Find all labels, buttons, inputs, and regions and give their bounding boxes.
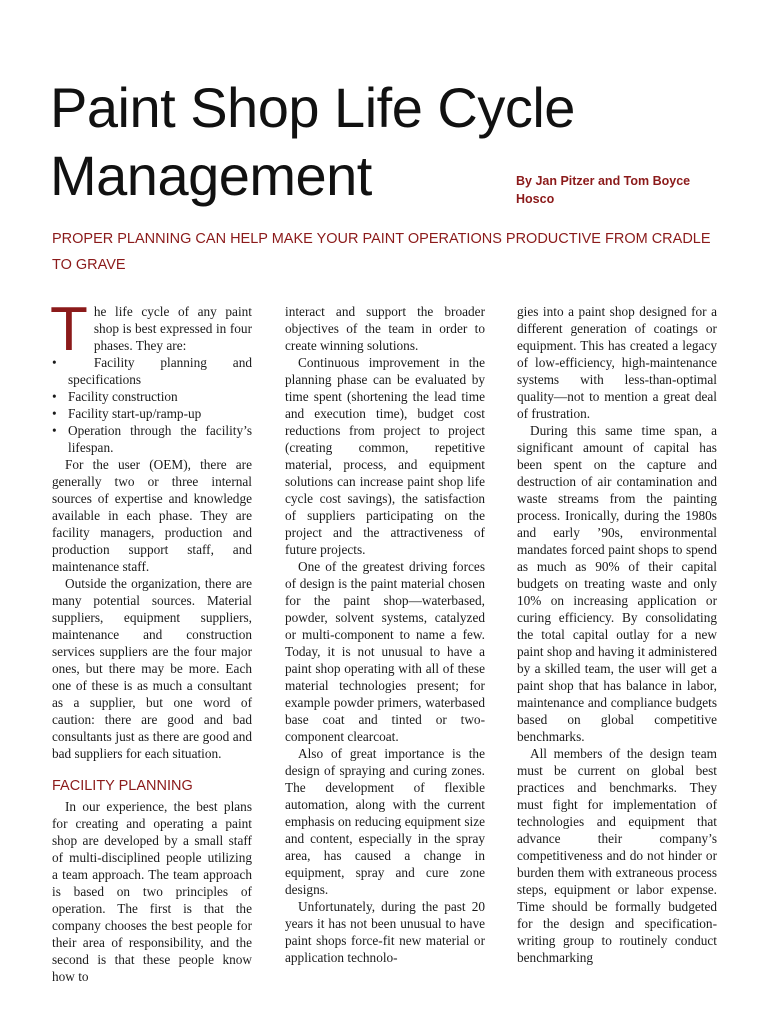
body-paragraph: In our experience, the best plans for creating and operating a paint shop are developed by a small staff of multi-disciplined people utilizing a team approach. The team approach is based on two principles of operation. The first is that the company chooses the best people for their area of responsibility, and the second is that these people know how to xyxy=(52,799,252,984)
column-3 xyxy=(517,303,717,966)
list-item: • Facility planning and specifications xyxy=(52,354,252,388)
article-title: Paint Shop Life Cycle Management xyxy=(50,76,575,207)
body-paragraph: Unfortunately, during the past 20 years it has not been unusual to have paint shops force-fit new material or application technolo- xyxy=(285,899,485,965)
body-paragraph: During this same time span, a significant amount of capital has been spent on the capture and destruction of air contamination and waste streams from the painting process. Ironically, during the 1980s and early ’90s, environmental mandates forced paint shops to spend as much as 90% of their capital budgets on treating waste and only 10% on increasing application or curing efficiency. By consolidating the total capital outlay for a new paint shop and having it administered by a skilled team, the user will get a paint shop that has balance in labor, maintenance and compliance budgets based on global competitive benchmarks. xyxy=(517,423,717,744)
byline xyxy=(516,172,756,208)
byline-company: Hosco xyxy=(516,192,555,206)
phase-list xyxy=(52,354,252,456)
body-paragraph: All members of the design team must be current on global best practices and benchmarks. They must fight for implementation of technologies and equipment that advance their company’s competitiveness and do not hinder or burden them with extraneous process steps, equipment or labor expense. Time should be formally budgeted for the design and specification-writing group to routinely conduct benchmarking xyxy=(517,746,717,965)
body-paragraph: Outside the organization, there are many potential sources. Material suppliers, equipment suppliers, maintenance and construction services suppliers are the four major ones, but there may be more. Each one of these is as much a consultant as a supplier, but one word of caution: there are good and bad consultants just as there are good and bad suppliers for each situation. xyxy=(52,576,252,761)
drop-cap: T xyxy=(50,295,88,364)
list-item: • Facility construction xyxy=(52,388,252,405)
intro-text: he life cycle of any paint shop is best expressed in four phases. They are: xyxy=(93,304,252,353)
list-item: • Operation through the facility’s lifespan. xyxy=(52,422,252,456)
body-paragraph: interact and support the broader objectives of the team in order to create winning solutions. xyxy=(285,304,485,353)
body-paragraph: One of the greatest driving forces of design is the paint material chosen for the paint shop—waterbased, powder, solvent systems, catalyzed or multi-component to name a few. Today, it is not unusual to have a paint shop operating with all of these material technologies present; for example powder primers, waterbased base coat and tinted or two-component clearcoat. xyxy=(285,559,485,744)
byline-authors: By Jan Pitzer and Tom Boyce xyxy=(516,174,691,188)
list-item: • Facility start-up/ramp-up xyxy=(52,405,252,422)
body-paragraph: For the user (OEM), there are generally two or three internal sources of expertise and knowledge available in each phase. They are facility managers, production and production support staff, and maintenance staff. xyxy=(52,457,252,574)
body-paragraph: Continuous improvement in the planning phase can be evaluated by time spent (shortening the lead time and execution time), budget cost reductions from project to project (creating common, repetitive material, process, and equipment solutions can increase paint shop life cycle cost savings), the satisfaction of suppliers participating on the project and the attractiveness of future projects. xyxy=(285,355,485,557)
section-heading: FACILITY PLANNING xyxy=(52,778,193,794)
article-deck: PROPER PLANNING CAN HELP MAKE YOUR PAINT OPERATIONS PRODUCTIVE FROM CRADLE TO GRAVE xyxy=(52,231,711,273)
column-1 xyxy=(50,295,252,985)
intro-paragraph xyxy=(50,295,252,364)
body-paragraph: gies into a paint shop designed for a different generation of coatings or equipment. This has created a legacy of low-efficiency, high-maintenance systems with less-than-optimal quality—not to mention a great deal of frustration. xyxy=(517,304,717,421)
column-2 xyxy=(285,303,485,966)
body-paragraph: Also of great importance is the design of spraying and curing zones. The development of flexible automation, along with the current emphasis on reducing equipment size and content, especially in the spray area, has caused a change in equipment, spray and cure zone designs. xyxy=(285,746,485,897)
